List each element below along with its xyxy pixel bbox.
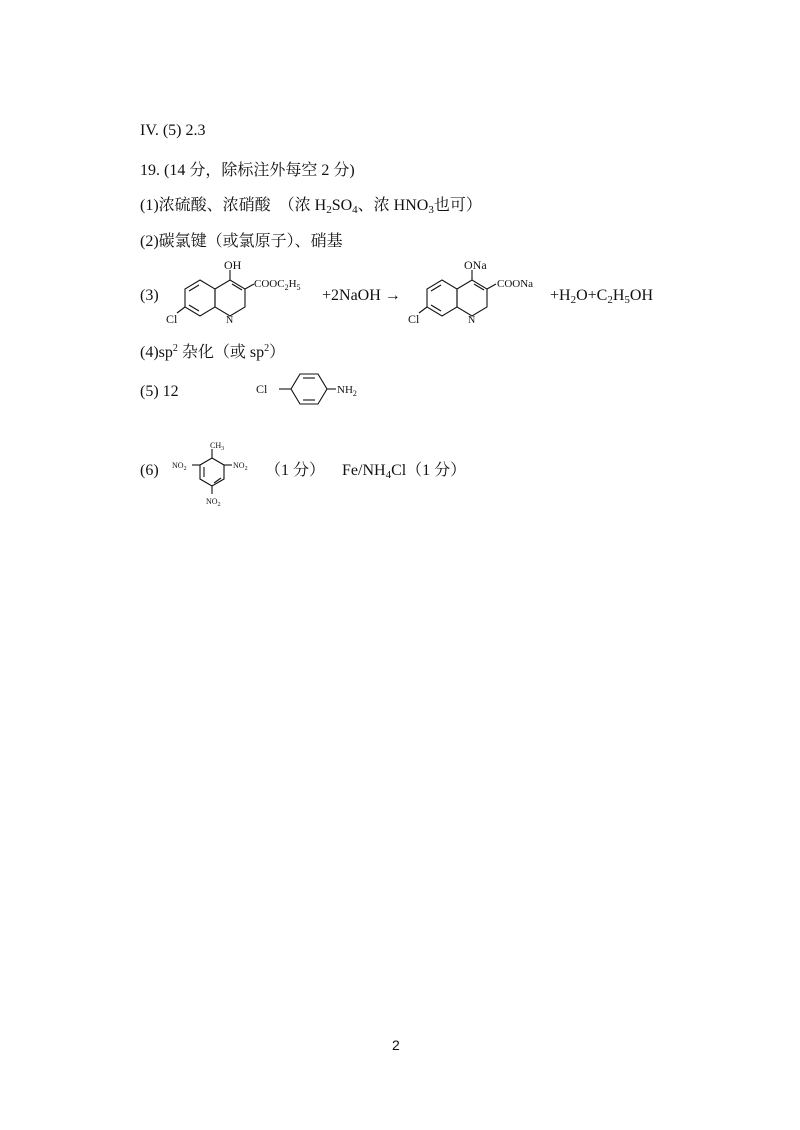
p-chloroaniline-structure: [252, 368, 362, 412]
page-number: 2: [392, 1037, 400, 1053]
ch3-label: $CH_3$: [210, 441, 225, 452]
reaction-byproducts: $+H_2O+C_2H_5OH$: [550, 287, 653, 306]
cl-label-product: Cl: [408, 312, 420, 326]
coona-label: COONa: [497, 278, 534, 290]
n-label: N: [226, 315, 234, 326]
answer-iv: IV. (5) 2.3: [140, 122, 206, 139]
answer-19-4: $(4)sp^2$ 杂化（或 $sp^2$）: [140, 343, 286, 361]
cl-label-aniline: Cl: [256, 382, 268, 396]
ester-label: $COOC_2H_5$: [254, 278, 301, 292]
no2-bottom-label: $NO_2$: [206, 497, 221, 508]
answer-19-2: (2)碳氯键（或氯原子）、硝基: [140, 233, 343, 250]
answer-19-5-label: (5) 12: [140, 383, 179, 400]
oh-label: OH: [224, 258, 242, 272]
product-quinoline-sodium-salt-structure: [402, 256, 552, 331]
answer-19-6-label: (6): [140, 462, 159, 479]
reactant-quinoline-ester-structure: [160, 256, 320, 331]
ona-label: ONa: [464, 258, 487, 272]
n-label-product: N: [468, 315, 476, 326]
nh2-label: $NH_2$: [337, 384, 357, 398]
no2-left-label: $NO_2$: [172, 461, 187, 472]
no2-right-label: $NO_2$: [233, 461, 248, 472]
reagent-naoh: +2NaOH →: [322, 287, 401, 304]
reagent-fe-nh4cl: $Fe/NH_4Cl(1$ 分）: [342, 462, 467, 481]
answer-19-1: (1)浓硫酸、浓硝酸 （浓 $H_2SO_4$、浓 $HNO_3$也可）: [140, 197, 482, 216]
score-note-1: （1 分）: [265, 462, 326, 479]
answer-19-3-label: (3): [140, 287, 159, 304]
question-19-heading: 19. (14 分，除标注外每空 2 分): [140, 162, 355, 179]
trinitrotoluene-structure: [170, 436, 260, 516]
cl-label: Cl: [166, 312, 178, 326]
